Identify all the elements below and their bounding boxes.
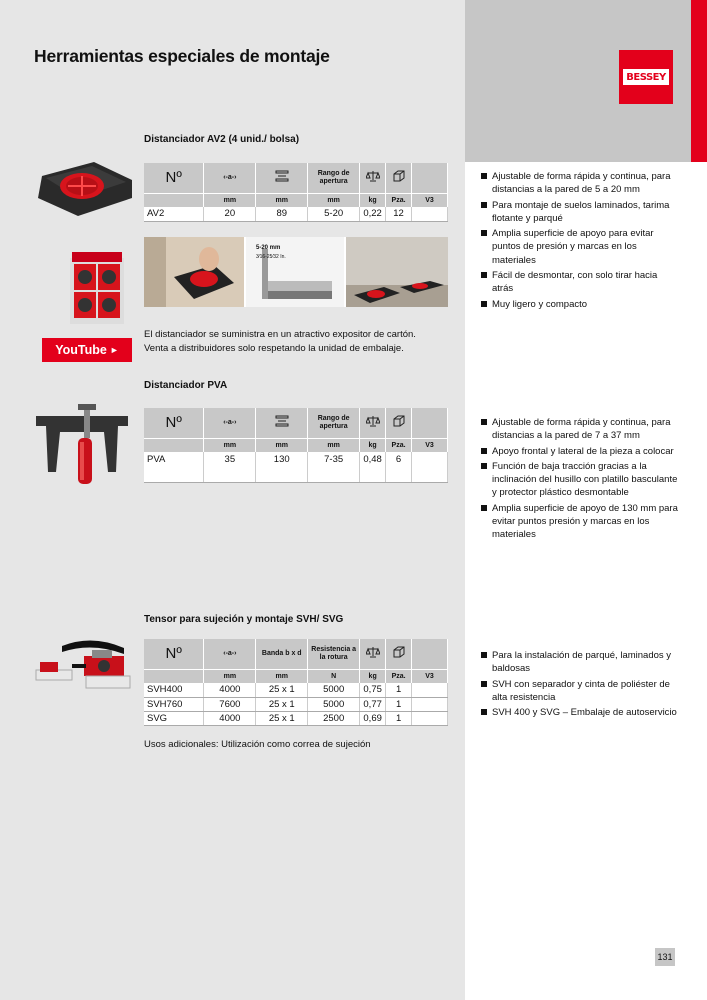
play-arrow-icon: ► bbox=[109, 345, 119, 355]
av2-note-line2: Venta a distribuidores solo respetando la unidad de embalaje. bbox=[144, 342, 404, 354]
list-item: Ajustable de forma rápida y continua, para distancias a la pared de 7 a 37 mm bbox=[481, 416, 681, 443]
pva-spec-table bbox=[144, 408, 448, 483]
svh-feature-list bbox=[481, 649, 681, 721]
list-item: Fácil de desmontar, con solo tirar hacia atrás bbox=[481, 269, 681, 296]
table-row: SVG 4000 25 x 1 2500 0,69 1 bbox=[144, 711, 448, 725]
unit-range: mm bbox=[308, 438, 360, 452]
table-row: SVH400 4000 25 x 1 5000 0,75 1 bbox=[144, 683, 448, 697]
svh-spec-table bbox=[144, 639, 448, 726]
scale-icon bbox=[360, 639, 386, 669]
svh-product-image bbox=[32, 636, 136, 696]
header-range: Rango de apertura bbox=[308, 163, 360, 193]
unit-a: mm bbox=[204, 438, 256, 452]
list-item: Amplia superficie de apoyo de 130 mm para evitar puntos presión y marcas en los materiales bbox=[481, 502, 681, 542]
header-a: ‹-a-› bbox=[204, 639, 256, 669]
unit-a: mm bbox=[204, 669, 256, 683]
clamp-lines-icon bbox=[256, 163, 308, 193]
header-no: Nº bbox=[144, 408, 204, 438]
unit-b: mm bbox=[256, 193, 308, 207]
header-no: Nº bbox=[144, 639, 204, 669]
unit-v3: V3 bbox=[412, 193, 448, 207]
scale-icon bbox=[360, 163, 386, 193]
header-a: ‹-a-› bbox=[204, 163, 256, 193]
unit-pza: Pza. bbox=[386, 438, 412, 452]
av2-application-strip bbox=[144, 237, 448, 307]
clamp-lines-icon bbox=[256, 408, 308, 438]
unit-v3: V3 bbox=[412, 669, 448, 683]
header-range: Rango de apertura bbox=[308, 408, 360, 438]
table-row: SVH760 7600 25 x 1 5000 0,77 1 bbox=[144, 697, 448, 711]
diagram-label-in: 3⁄16-25⁄32 In. bbox=[256, 254, 286, 260]
unit-b: mm bbox=[256, 438, 308, 452]
list-item: Muy ligero y compacto bbox=[481, 298, 681, 311]
av2-feature-list bbox=[481, 170, 681, 313]
youtube-label: YouTube bbox=[55, 343, 107, 357]
red-accent-strip bbox=[691, 0, 707, 162]
list-item: Para la instalación de parqué, laminados y baldosas bbox=[481, 649, 681, 676]
pva-product-image bbox=[32, 402, 132, 486]
page-number: 131 bbox=[655, 948, 675, 966]
unit-v3: V3 bbox=[412, 438, 448, 452]
av2-spec-table bbox=[144, 163, 448, 222]
scale-icon bbox=[360, 408, 386, 438]
unit-a: mm bbox=[204, 193, 256, 207]
unit-kg: kg bbox=[360, 438, 386, 452]
table-row: AV2 20 89 5-20 0,22 12 bbox=[144, 207, 448, 221]
unit-band: mm bbox=[256, 669, 308, 683]
box-icon bbox=[386, 639, 412, 669]
list-item: Apoyo frontal y lateral de la pieza a colocar bbox=[481, 445, 681, 458]
list-item: Ajustable de forma rápida y continua, para distancias a la pared de 5 a 20 mm bbox=[481, 170, 681, 197]
bessey-logo bbox=[619, 50, 673, 104]
av2-note bbox=[144, 328, 416, 355]
section-title-svh: Tensor para sujeción y montaje SVH/ SVG bbox=[144, 614, 344, 625]
header-no: Nº bbox=[144, 163, 204, 193]
header-resist: Resistencia a la rotura bbox=[308, 639, 360, 669]
box-icon bbox=[386, 163, 412, 193]
list-item: Amplia superficie de apoyo para evitar puntos de presión y marcas en los materiales bbox=[481, 227, 681, 267]
youtube-button[interactable] bbox=[42, 338, 132, 362]
list-item: Función de baja tracción gracias a la inclinación del husillo con platillo basculante y protector plástico desmontable bbox=[481, 460, 681, 500]
av2-product-image bbox=[32, 160, 136, 218]
list-item: SVH 400 y SVG – Embalaje de autoservicio bbox=[481, 706, 681, 719]
page-title: Herramientas especiales de montaje bbox=[34, 46, 330, 66]
unit-pza: Pza. bbox=[386, 669, 412, 683]
header-a: ‹-a-› bbox=[204, 408, 256, 438]
unit-kg: kg bbox=[360, 193, 386, 207]
list-item: SVH con separador y cinta de poliéster de alta resistencia bbox=[481, 678, 681, 705]
unit-pza: Pza. bbox=[386, 193, 412, 207]
box-icon bbox=[386, 408, 412, 438]
display-stand-image bbox=[62, 250, 132, 330]
unit-range: mm bbox=[308, 193, 360, 207]
section-title-av2: Distanciador AV2 (4 unid./ bolsa) bbox=[144, 134, 300, 145]
diagram-label-mm: 5-20 mm bbox=[256, 245, 281, 251]
section-title-pva: Distanciador PVA bbox=[144, 380, 228, 391]
unit-kg: kg bbox=[360, 669, 386, 683]
header-band: Banda b x d bbox=[256, 639, 308, 669]
logo-text: BESSEY bbox=[623, 69, 669, 85]
list-item: Para montaje de suelos laminados, tarima flotante y parqué bbox=[481, 199, 681, 226]
table-row: PVA 35 130 7-35 0,48 6 bbox=[144, 452, 448, 482]
pva-feature-list bbox=[481, 416, 681, 544]
av2-note-line1: El distanciador se suministra en un atractivo expositor de cartón. bbox=[144, 329, 416, 340]
svh-note: Usos adicionales: Utilización como correa de sujeción bbox=[144, 739, 371, 750]
unit-n: N bbox=[308, 669, 360, 683]
